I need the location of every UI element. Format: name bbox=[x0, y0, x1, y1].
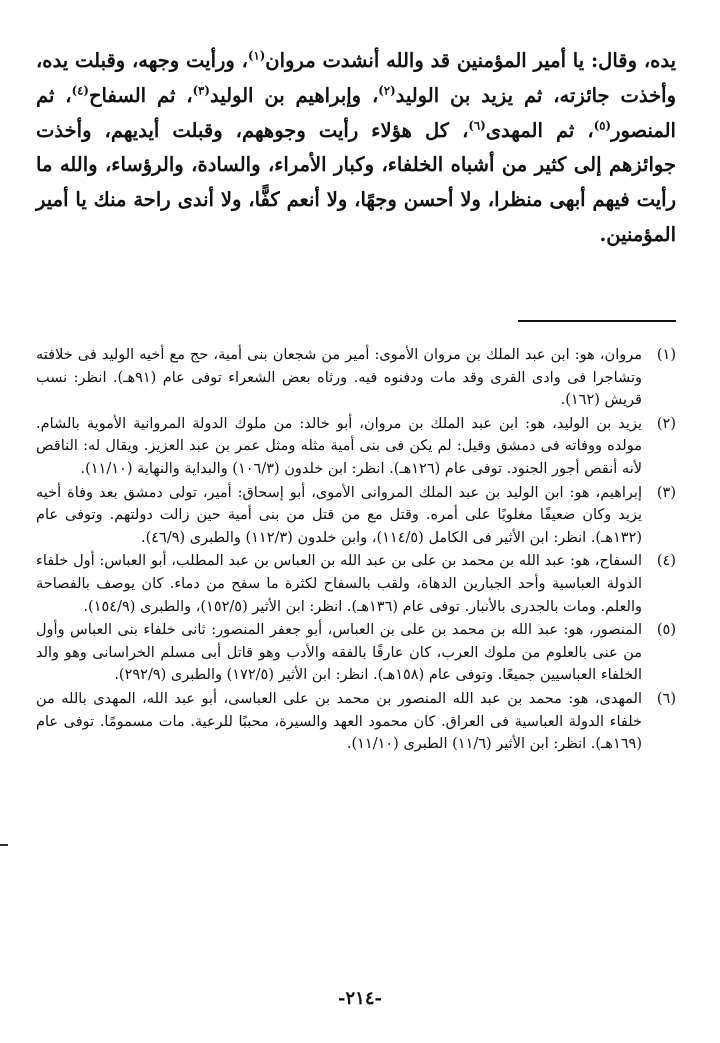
footnote-text: إبراهيم، هو: ابن الوليد بن عبد الملك المروانى الأموى، أبو إسحاق: أمير، تولى دمشق بعد وفاة أخيه يزيد وكان ضعيفًا مغلوبًا على أمره. وقتل مع من قتل من بنى أمية حين زالت دولتهم. وتوفى عام (١٣٢هـ). انظر: ابن الأثير فى الكامل (١١٤/٥)، وابن خلدون (١١٢/٣) والطبرى (٤٦/٩). bbox=[36, 484, 642, 546]
footnote-text: يزيد بن الوليد، هو: ابن عبد الملك بن مروان، أبو خالد: من ملوك الدولة المروانية الأموية بالشام. مولده ووفاته فى دمشق وقيل: لم يكن فى بنى أمية مثله ومثل عمر بن عبد العزيز. ويقال له: الناقص لأنه أنقص أجور الجنود. توفى عام (١٢٦هـ). انظر: ابن خلدون (١٠٦/٣) والبداية والنهاية (١١/١٠). bbox=[36, 415, 642, 477]
footnote-divider bbox=[518, 320, 676, 322]
footnote-number: (٥) bbox=[656, 622, 676, 639]
footnote-3 bbox=[36, 482, 676, 550]
footnote-1 bbox=[36, 344, 676, 412]
footnote-2 bbox=[36, 413, 676, 481]
main-text-segment: ، ثم السفاح bbox=[88, 83, 193, 107]
footnotes-section bbox=[36, 344, 676, 757]
footnote-4 bbox=[36, 550, 676, 618]
footnote-number: (١) bbox=[656, 347, 676, 363]
footnote-number: (٤) bbox=[656, 553, 676, 570]
page-number: -٢١٤- bbox=[338, 988, 382, 1009]
scan-artifact bbox=[0, 844, 8, 846]
footnote-number: (٦) bbox=[656, 690, 676, 707]
main-text-segment: يده، وقال: يا أمير المؤمنين قد والله أنشدت مروان bbox=[265, 49, 676, 72]
footnote-text: السفاح، هو: عبد الله بن محمد بن على بن عبد الله بن العباس بن عبد المطلب، أبو العباس: أول خلفاء الدولة العباسية وأحد الجبارين الدهاة، ولقب بالسفاح لكثرة ما سفح من دماء. كان يوصف بالفصاحة والعلم. ومات بالجدرى بالأنبار. توفى عام (١٣٦هـ). انظر: ابن الأثير (١٥٢/٥)، والطبرى (١٥٤/٩). bbox=[36, 553, 642, 615]
footnote-number: (٣) bbox=[656, 484, 676, 501]
footnote-text: المهدى، هو: محمد بن عبد الله المنصور بن محمد بن على العباسى، أبو عبد الله، المهدى بالله من خلفاء الدولة العباسية فى العراق. كان محمود العهد والسيرة، محببًا للرعية. مات مسمومًا. توفى عام (١٦٩هـ). انظر: ابن الأثير (١١/٦) الطبرى (١١/١٠). bbox=[36, 690, 642, 753]
main-paragraph bbox=[36, 44, 676, 253]
footnote-6 bbox=[36, 688, 676, 756]
footnote-5 bbox=[36, 619, 676, 687]
footnote-ref[interactable]: (١) bbox=[247, 48, 266, 63]
main-text-segment: ، ورأيت وجهه، وقبلت يده، وأخذت جائزته، ثم يزيد بن الوليد bbox=[36, 49, 676, 107]
footnote-ref[interactable]: (٣) bbox=[192, 83, 210, 98]
main-text-segment: ، وإبراهيم بن الوليد bbox=[209, 83, 379, 107]
footnote-text: مروان، هو: ابن عبد الملك بن مروان الأموى: أمير من شجعان بنى أمية، حج مع أخيه الوليد فى خلافته وتشاجرا فى وادى القرى وقد مات ودفنوه فيه. ورثاه بعض الشعراء توفى عام (٩١هـ). انظر: نسب قريش (١٦٢). bbox=[36, 347, 642, 409]
footnote-ref[interactable]: (٤) bbox=[71, 83, 89, 98]
footnote-text: المنصور، هو: عبد الله بن محمد بن على بن العباس، أبو جعفر المنصور: ثانى خلفاء بنى العباس وأول من عنى بالعلوم من ملوك العرب، كان عارفًا بالفقه والأدب وهو قاتل أبى مسلم الخراسانى وهو والد الخلفاء العباسيين جميعًا. وتوفى عام (١٥٨هـ). انظر: ابن الأثير (١٧٢/٥) والطبرى (٢٩٢/٩). bbox=[36, 622, 642, 684]
footnote-ref[interactable]: (٦) bbox=[468, 118, 486, 133]
main-text-segment: ، ثم المهدى bbox=[485, 118, 594, 142]
main-text-segment: ، كل هؤلاء رأيت وجوههم، وقبلت أيديهم، وأخذت جوائزهم إلى كثير من أشباه الخلفاء، وكبار الأمراء، والسادة، والرؤساء، والله ما رأيت فيهم أبهى منظرا، ولا أحسن وجهًا، ولا أنعم كفًّا، ولا أندى راحة منك يا أمير المؤمنين. bbox=[36, 118, 676, 246]
footnote-ref[interactable]: (٥) bbox=[593, 118, 612, 133]
footnote-number: (٢) bbox=[656, 415, 676, 432]
footnote-ref[interactable]: (٢) bbox=[378, 83, 396, 98]
main-text-segment: ، ثم المنصور bbox=[36, 83, 676, 142]
